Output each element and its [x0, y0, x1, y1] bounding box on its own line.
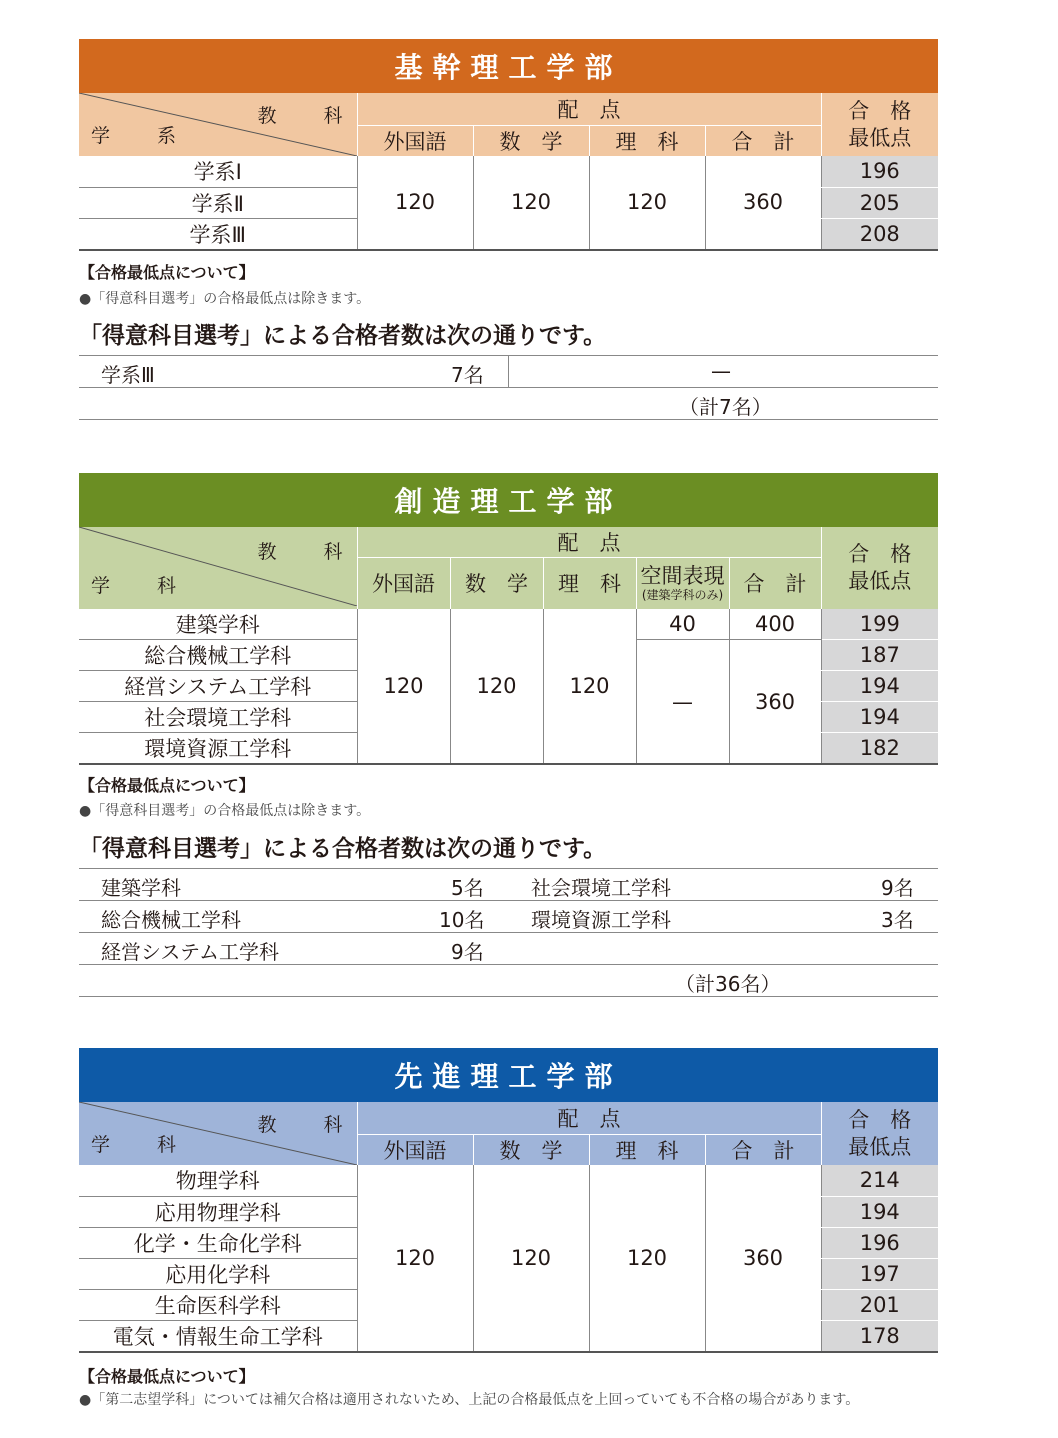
tokui-count: 9名 — [881, 876, 914, 900]
section-sensin — [79, 1048, 938, 1353]
tokui-total: （計36名） — [675, 972, 781, 996]
min-score: 182 — [821, 733, 938, 765]
section-title: 先進理工学部 — [79, 1048, 938, 1102]
list-item — [79, 869, 938, 901]
score-total: 360 — [705, 1165, 821, 1352]
tokui-list — [79, 355, 938, 420]
row-name: 社会環境工学科 — [79, 702, 357, 733]
note-text: ●「得意科目選考」の合格最低点は除きます。 — [79, 291, 371, 307]
col-goukei: 合 計 — [705, 125, 821, 156]
tokui-count: 7名 — [451, 363, 484, 387]
section-title: 創造理工学部 — [79, 473, 938, 527]
haiten-header: 配 点 — [557, 1106, 621, 1131]
min-score: 196 — [821, 156, 938, 187]
row-name: 学系Ⅱ — [79, 187, 357, 218]
score-rika: 120 — [589, 1165, 705, 1352]
tokui-count: 3名 — [881, 908, 914, 932]
row-name: 総合機械工学科 — [79, 640, 357, 671]
row-name: 応用物理学科 — [79, 1196, 357, 1227]
row-axis-label: 学 系 — [91, 125, 191, 147]
score-rika: 120 — [543, 609, 636, 765]
kyouka-label: 教 科 — [257, 541, 357, 563]
score-sugaku: 120 — [473, 156, 589, 250]
min-score: 194 — [821, 702, 938, 733]
score-kukan-other: — — [636, 640, 729, 765]
section-kikan — [79, 39, 938, 251]
haiten-header: 配 点 — [557, 531, 621, 555]
row-name: 学系Ⅰ — [79, 156, 357, 187]
score-rika: 120 — [589, 156, 705, 250]
score-total: 360 — [729, 640, 821, 765]
tokui-title: 「得意科目選考」による合格者数は次の通りです。 — [79, 836, 607, 862]
row-axis-label: 学 科 — [91, 575, 191, 597]
tokui-other: — — [711, 359, 731, 383]
tokui-title: 「得意科目選考」による合格者数は次の通りです。 — [79, 323, 607, 349]
list-item — [79, 356, 938, 388]
note-text: ●「第二志望学科」については補欠合格は適用されないため、上記の合格最低点を上回っていても不合格の場合があります。 — [79, 1392, 860, 1408]
min-score: 196 — [821, 1227, 938, 1258]
row-name: 化学・生命化学科 — [79, 1227, 357, 1258]
min-score: 197 — [821, 1258, 938, 1289]
header-diagonal-cell — [79, 1102, 357, 1165]
min-score-header: 合 格 最低点 — [821, 1102, 938, 1165]
col-gaikokugo: 外国語 — [357, 1134, 473, 1165]
tokui-name: 学系Ⅲ — [101, 363, 155, 387]
score-sugaku: 120 — [450, 609, 543, 765]
col-gaikokugo: 外国語 — [357, 125, 473, 156]
score-total: 360 — [705, 156, 821, 250]
tokui-name: 経営システム工学科 — [101, 940, 279, 964]
score-sugaku: 120 — [473, 1165, 589, 1352]
min-score-header: 合 格 最低点 — [821, 527, 938, 609]
min-score: 178 — [821, 1320, 938, 1352]
header-diagonal-cell — [79, 93, 357, 156]
col-goukei: 合 計 — [729, 558, 821, 609]
list-item — [79, 901, 938, 933]
col-rika: 理 科 — [589, 125, 705, 156]
col-sugaku: 数 学 — [473, 1134, 589, 1165]
score-kukan: 40 — [636, 609, 729, 640]
min-score-header: 合 格 最低点 — [821, 93, 938, 156]
min-score: 187 — [821, 640, 938, 671]
min-score: 208 — [821, 218, 938, 250]
col-rika: 理 科 — [589, 1134, 705, 1165]
note-title: 【合格最低点について】 — [79, 1367, 255, 1386]
tokui-name: 総合機械工学科 — [101, 908, 241, 932]
list-item — [79, 933, 938, 965]
score-gaikokugo: 120 — [357, 1165, 473, 1352]
row-name: 応用化学科 — [79, 1258, 357, 1289]
tokui-count: 10名 — [439, 908, 485, 932]
column-divider — [508, 356, 509, 387]
tokui-list — [79, 868, 938, 997]
row-name: 経営システム工学科 — [79, 671, 357, 702]
score-table — [79, 527, 938, 765]
col-gaikokugo: 外国語 — [357, 558, 450, 609]
col-sugaku: 数 学 — [450, 558, 543, 609]
min-score: 199 — [821, 609, 938, 640]
row-axis-label: 学 科 — [91, 1134, 191, 1156]
col-goukei: 合 計 — [705, 1134, 821, 1165]
kyouka-label: 教 科 — [257, 105, 357, 127]
col-rika: 理 科 — [543, 558, 636, 609]
score-gaikokugo: 120 — [357, 609, 450, 765]
note-title: 【合格最低点について】 — [79, 263, 255, 282]
note-title: 【合格最低点について】 — [79, 776, 255, 795]
row-name: 学系Ⅲ — [79, 218, 357, 250]
section-title: 基幹理工学部 — [79, 39, 938, 93]
note-text: ●「得意科目選考」の合格最低点は除きます。 — [79, 803, 371, 819]
score-table — [79, 1102, 938, 1353]
score-total: 400 — [729, 609, 821, 640]
row-name: 建築学科 — [79, 609, 357, 640]
row-name: 生命医科学科 — [79, 1289, 357, 1320]
kyouka-label: 教 科 — [257, 1114, 357, 1136]
min-score: 194 — [821, 671, 938, 702]
tokui-total: （計7名） — [679, 395, 772, 419]
min-score: 201 — [821, 1289, 938, 1320]
header-diagonal-cell — [79, 527, 357, 609]
tokui-name: 社会環境工学科 — [531, 876, 671, 900]
list-total-row — [79, 965, 938, 997]
row-name: 物理学科 — [79, 1165, 357, 1196]
tokui-name: 環境資源工学科 — [531, 908, 671, 932]
col-kukan: 空間表現 (建築学科のみ) — [636, 558, 729, 609]
min-score: 194 — [821, 1196, 938, 1227]
min-score: 214 — [821, 1165, 938, 1196]
tokui-count: 9名 — [451, 940, 484, 964]
score-gaikokugo: 120 — [357, 156, 473, 250]
tokui-name: 建築学科 — [101, 876, 181, 900]
section-souzou — [79, 473, 938, 765]
col-sugaku: 数 学 — [473, 125, 589, 156]
list-total-row — [79, 388, 938, 420]
tokui-count: 5名 — [451, 876, 484, 900]
haiten-header: 配 点 — [557, 97, 621, 122]
min-score: 205 — [821, 187, 938, 218]
score-table — [79, 93, 938, 251]
row-name: 環境資源工学科 — [79, 733, 357, 765]
row-name: 電気・情報生命工学科 — [79, 1320, 357, 1352]
